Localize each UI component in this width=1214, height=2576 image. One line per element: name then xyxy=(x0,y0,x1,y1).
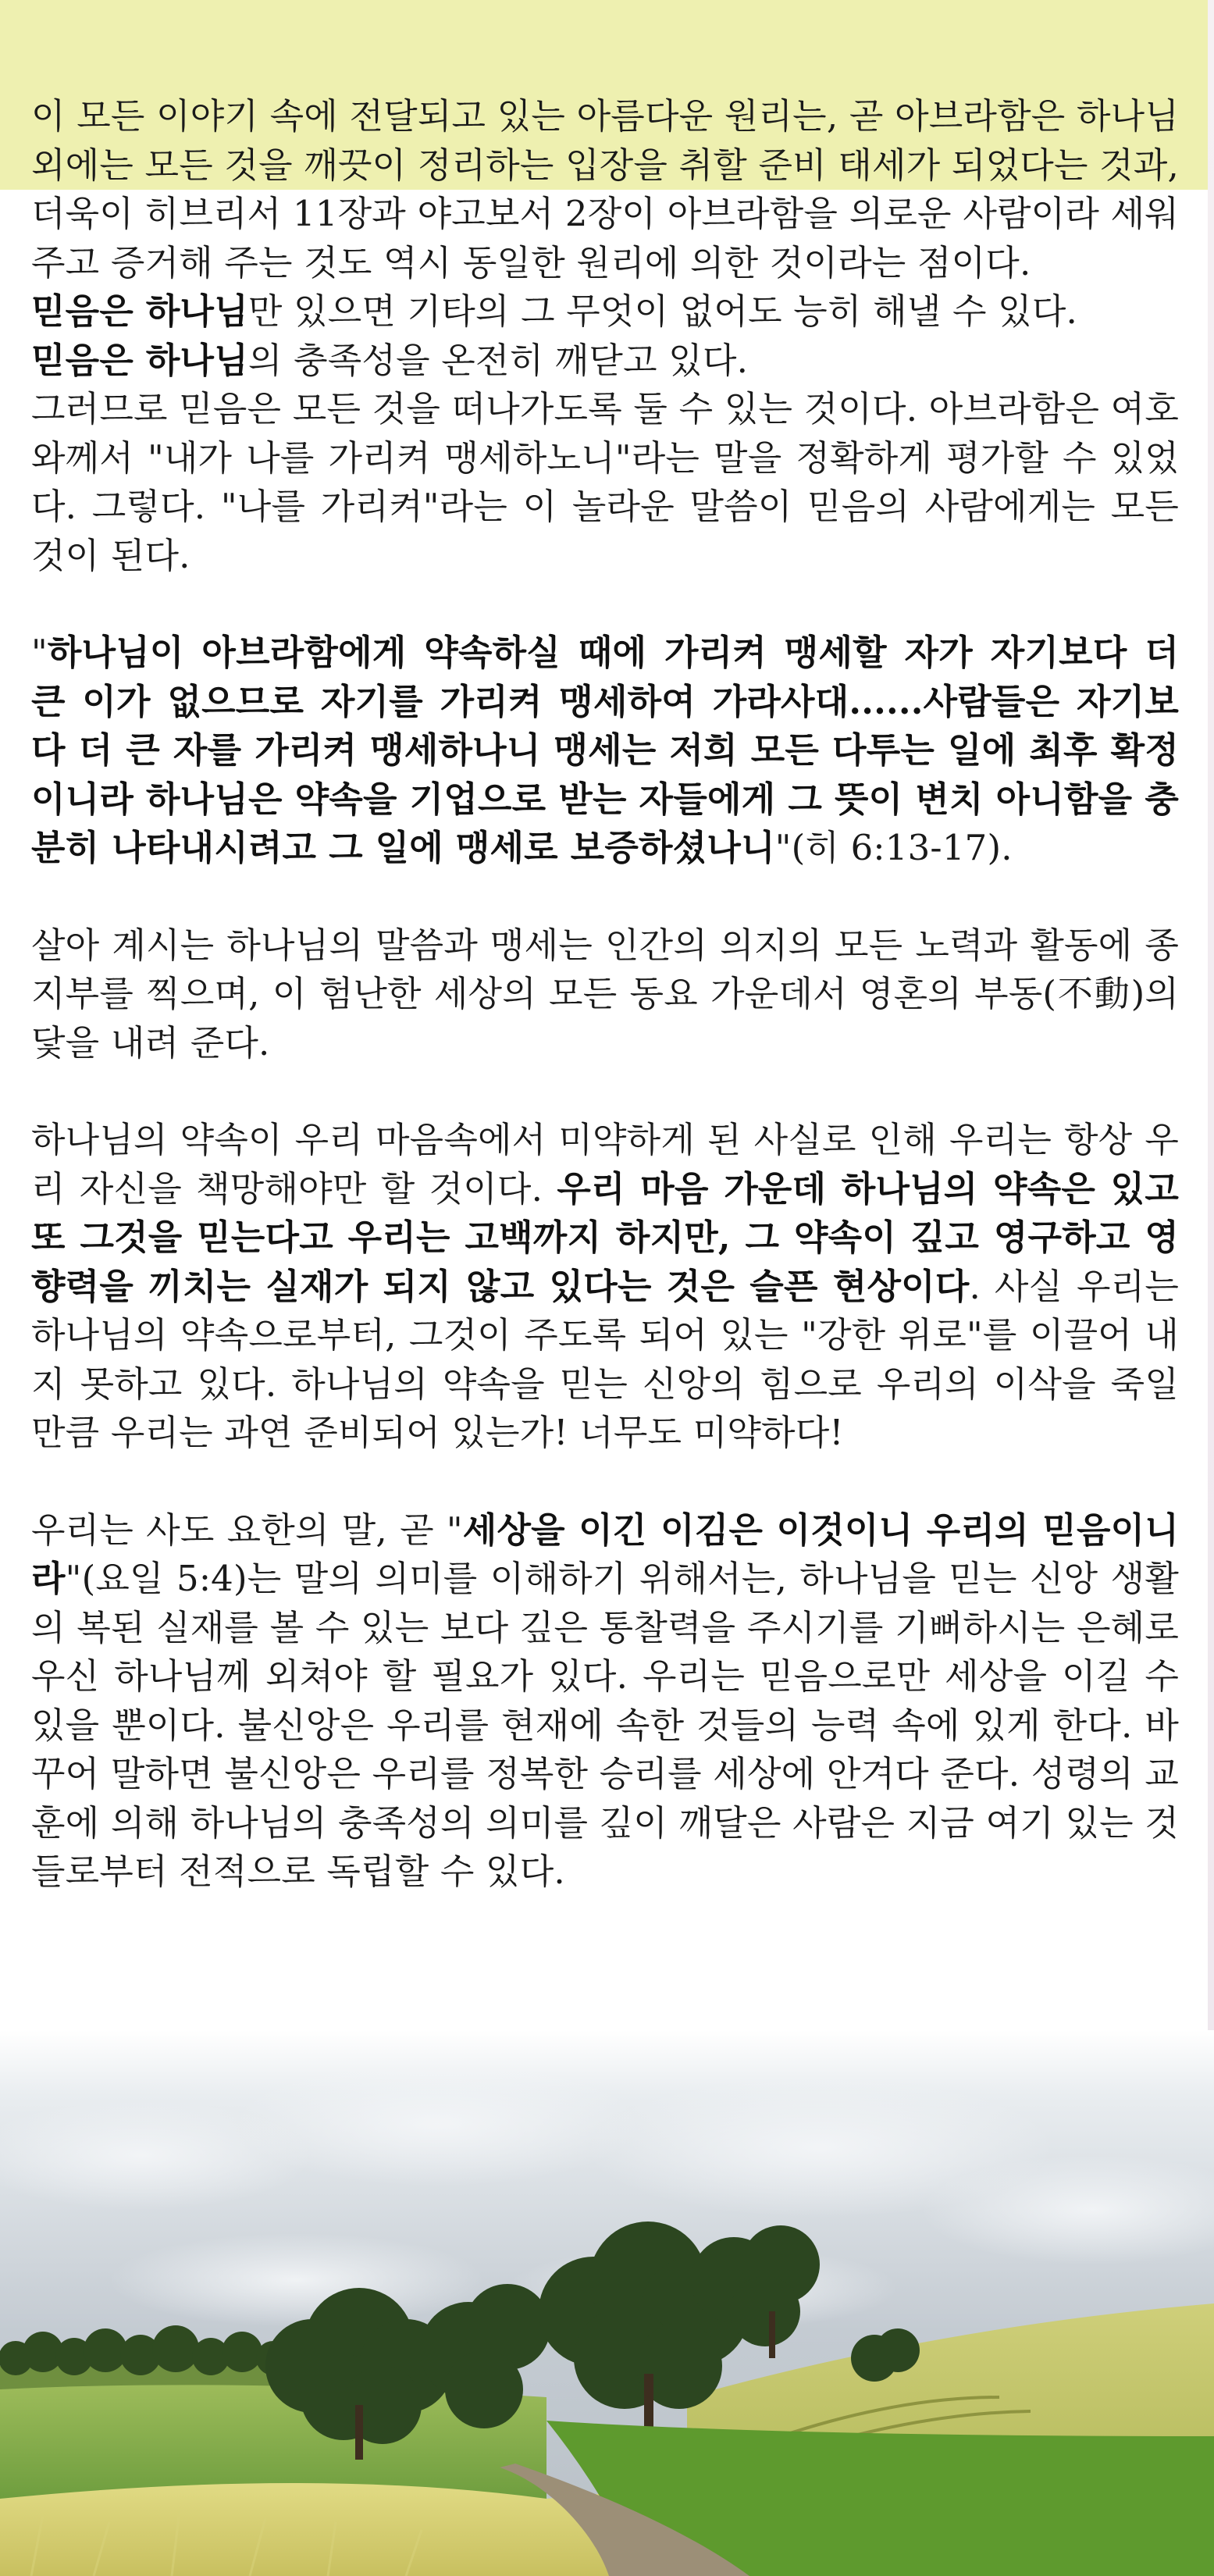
paragraph-3-bold: 믿음은 하나님 xyxy=(31,339,248,381)
quote-reference: "(히 6:13-17). xyxy=(774,827,1013,868)
paragraph-7-text: 하나님의 약속이 우리 마음속에서 미약하게 된 사실로 인해 우리는 항상 우리 자신을 책망해야만 할 것이다. xyxy=(31,1119,1179,1210)
paragraph-8-text: 우리는 사도 요한의 말, 곧 " xyxy=(31,1509,463,1551)
paragraph-7-bold: 우리 마음 가운데 하나님의 약속은 있고 또 그것을 믿는다고 우리는 고백까지 하지만, 그 약속이 깊고 영구하고 영향력을 끼치는 실재가 되지 않고 있다는 것은 슬픈 현상이다 xyxy=(31,1167,1179,1307)
paragraph-7 xyxy=(31,1116,1179,1458)
paragraph-8-bold: 세상을 이긴 이김은 이것이니 우리의 믿음이니라 xyxy=(31,1509,1179,1599)
paragraph-8 xyxy=(31,1506,1179,1897)
paragraph-3 xyxy=(31,337,1179,386)
landscape-illustration xyxy=(0,2030,1214,2576)
paragraph-5-quote xyxy=(31,629,1179,873)
paragraph-1: 이 모든 이야기 속에 전달되고 있는 아름다운 원리는, 곧 아브라함은 하나님 외에는 모든 것을 깨끗이 정리하는 입장을 취할 준비 태세가 되었다는 것과, 더욱이 히브리서 11장과 야고보서 2장이 아브라함을 의로운 사람이라 세워주고 증거해 주는 것도 역시 동일한 원리에 의한 것이라는 점이다. xyxy=(31,95,1179,283)
paragraph-6: 살아 계시는 하나님의 말씀과 맹세는 인간의 의지의 모든 노력과 활동에 종지부를 찍으며, 이 험난한 세상의 모든 동요 가운데서 영혼의 부동(不動)의 닻을 내려 준다. xyxy=(31,924,1179,1064)
paragraph-2-bold: 믿음은 하나님 xyxy=(31,290,248,332)
paragraph-8-rest: "(요일 5:4)는 말의 의미를 이해하기 위해서는, 하나님을 믿는 신앙 생활의 복된 실재를 볼 수 있는 보다 깊은 통찰력을 주시기를 기뻐하시는 은혜로우신 하나님께 외쳐야 할 필요가 있다. 우리는 믿음으로만 세상을 이길 수 있을 뿐이다. 불신앙은 우리를 현재에 속한 것들의 능력 속에 있게 한다. 바꾸어 말하면 불신앙은 우리를 정복한 승리를 세상에 안겨다 준다. 성령의 교훈에 의해 하나님의 충족성의 의미를 깊이 깨달은 사람은 지금 여기 있는 것들로부터 전적으로 독립할 수 있다. xyxy=(31,1558,1179,1892)
page-edge xyxy=(1208,0,1214,2030)
paragraph-7-rest: . 사실 우리는 하나님의 약속으로부터, 그것이 주도록 되어 있는 "강한 위로"를 이끌어 내지 못하고 있다. 하나님의 약속을 믿는 신앙의 힘으로 우리의 이삭을 죽일 만큼 우리는 과연 준비되어 있는가! 너무도 미약하다! xyxy=(31,1265,1180,1453)
quote-bold: 하나님이 아브라함에게 약속하실 때에 가리켜 맹세할 자가 자기보다 더 큰 이가 없으므로 자기를 가리켜 맹세하여 가라사대......사람들은 자기보다 더 큰 자를 가리켜 맹세하나니 맹세는 저희 모든 다투는 일에 최후 확정이니라 하나님은 약속을 기업으로 받는 자들에게 그 뜻이 변치 아니함을 충분히 나타내시려고 그 일에 맹세로 보증하셨나니 xyxy=(31,632,1179,868)
paragraph-2 xyxy=(31,287,1179,337)
body-text xyxy=(31,92,1179,1897)
quote-open: " xyxy=(31,632,48,673)
paragraph-2-text: 만 있으면 기타의 그 무엇이 없어도 능히 해낼 수 있다. xyxy=(247,290,1078,332)
paragraph-4: 그러므로 믿음은 모든 것을 떠나가도록 둘 수 있는 것이다. 아브라함은 여호와께서 "내가 나를 가리켜 맹세하노니"라는 말을 정확하게 평가할 수 있었다. 그렇다. "나를 가리켜"라는 이 놀라운 말씀이 믿음의 사람에게는 모든 것이 된다. xyxy=(31,388,1179,576)
paragraph-3-text: 의 충족성을 온전히 깨닫고 있다. xyxy=(247,339,749,381)
